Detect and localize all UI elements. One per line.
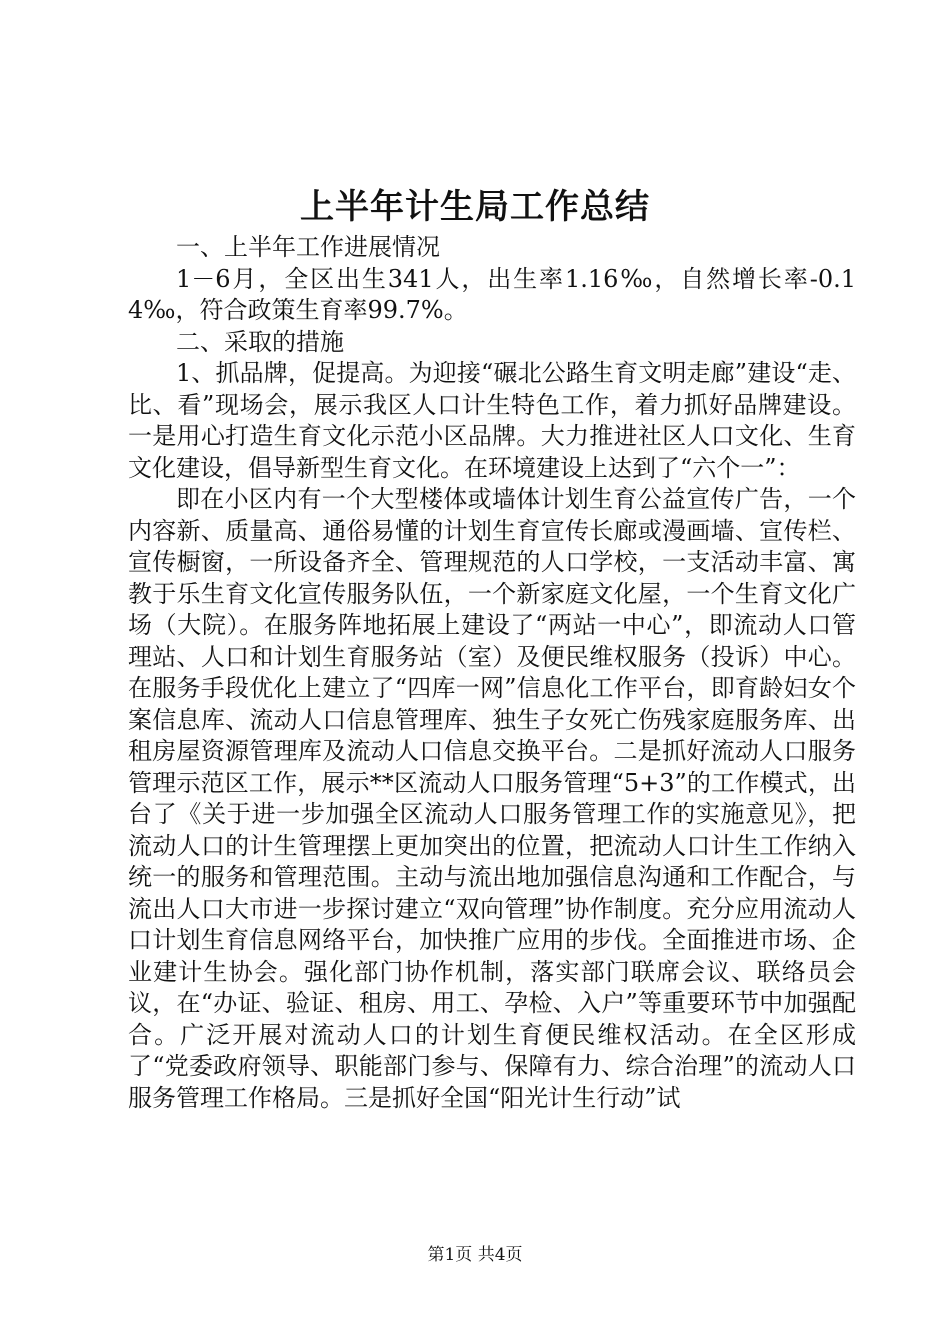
page-number-footer: 第1页 共4页 — [427, 1245, 523, 1265]
document-title: 上半年计生局工作总结 — [300, 187, 650, 227]
statistics-paragraph: 1－6月，全区出生341人，出生率1.16‰，自然增长率-0.14‰，符合政策生育率99.7%。 — [128, 264, 856, 324]
document-body — [128, 232, 856, 1114]
section-heading: 一、上半年工作进展情况 — [176, 233, 440, 261]
section-heading: 二、采取的措施 — [176, 327, 344, 356]
detail-paragraph: 即在小区内有一个大型楼体或墙体计划生育公益宣传广告，一个内容新、质量高、通俗易懂的计划生育宣传长廊或漫画墙、宣传栏、宣传橱窗，一所设备齐全、管理规范的人口学校，一支活动丰富、寓教于乐生育文化宣传服务队伍，一个新家庭文化屋，一个生育文化广场（大院）。在服务阵地拓展上建设了“两站一中心”，即流动人口管理站、人口和计划生育服务站（室）及便民维权服务（投诉）中心。在服务手段优化上建立了“四库一网”信息化工作平台，即育龄妇女个案信息库、流动人口信息管理库、独生子女死亡伤残家庭服务库、出租房屋资源管理库及流动人口信息交换平台。二是抓好流动人口服务管理示范区工作，展示**区流动人口服务管理“5+3”的工作模式，出台了《关于进一步加强全区流动人口服务管理工作的实施意见》，把流动人口的计生管理摆上更加突出的位置，把流动人口计生工作纳入统一的服务和管理范围。主动与流出地加强信息沟通和工作配合，与流出人口大市进一步探讨建立“双向管理”协作制度。充分应用流动人口计划生育信息网络平台，加快推广应用的步伐。全面推进市场、企业建计生协会。强化部门协作机制，落实部门联席会议、联络员会议，在“办证、验证、租房、用工、孕检、入户”等重要环节中加强配合。广泛开展对流动人口的计划生育便民维权活动。在全区形成了“党委政府领导、职能部门参与、保障有力、综合治理”的流动人口服务管理工作格局。三是抓好全国“阳光计生行动”试 — [128, 485, 856, 1112]
measure-paragraph: 1、抓品牌，促提高。为迎接“碾北公路生育文明走廊”建设“走、比、看”现场会，展示我区人口计生特色工作，着力抓好品牌建设。一是用心打造生育文化示范小区品牌。大力推进社区人口文化、生育文化建设，倡导新型生育文化。在环境建设上达到了“六个一”： — [128, 359, 856, 482]
